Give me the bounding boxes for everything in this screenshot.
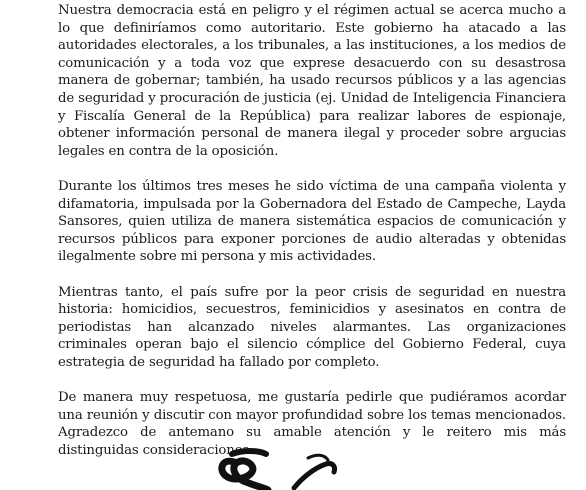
paragraph-security: Mientras tanto, el país sufre por la peor crisis de seguridad en nuestra historia: homicidios, secuestros, feminicidios y asesinatos en contra de periodistas han alcanzado niveles alarmantes. Las organizaciones criminales operan bajo el silencio cómplice del Gobierno Federal, cuya estrategia de seguridad ha fallado por completo. bbox=[58, 284, 566, 370]
paragraph-request: De manera muy respetuosa, me gustaría pedirle que pudiéramos acordar una reunión y discutir con mayor profundidad sobre los temas mencionados. Agradezco de antemano su amable atención y le reitero mis más distinguidas consideraciones. bbox=[58, 390, 566, 458]
signature-loop-stroke bbox=[222, 461, 268, 490]
paragraph-democracy: Nuestra democracia está en peligro y el régimen actual se acerca mucho a lo que definiríamos como autoritario. Este gobierno ha atacado a las autoridades electorales, a los tribunales, a las instituciones, a los medios de comunicación y a toda voz que exprese desacuerdo con su desastrosa manera de gobernar; también, ha usado recursos públicos y a las agencias de seguridad y procuración de justicia (ej. Unidad de Inteligencia Financiera y Fiscalía General de la República) para realizar labores de espionaje, obtener información personal de manera ilegal y proceder sobre argucias legales en contra de la oposición. bbox=[58, 3, 566, 159]
handwritten-signature bbox=[212, 448, 338, 490]
paragraph-campaign: Durante los últimos tres meses he sido víctima de una campaña violenta y difamatoria, impulsada por la Gobernadora del Estado de Campeche, Layda Sansores, quien utiliza de manera sistemática espacios de comunicación y recursos públicos para exponer porciones de audio alteradas y obtenidas ilegalmente sobre mi persona y mis actividades. bbox=[58, 178, 566, 265]
signature-tail-stroke bbox=[294, 463, 335, 488]
signature-top-stroke bbox=[232, 451, 266, 454]
letter-body bbox=[58, 2, 566, 477]
signature-hook-stroke bbox=[308, 455, 328, 460]
